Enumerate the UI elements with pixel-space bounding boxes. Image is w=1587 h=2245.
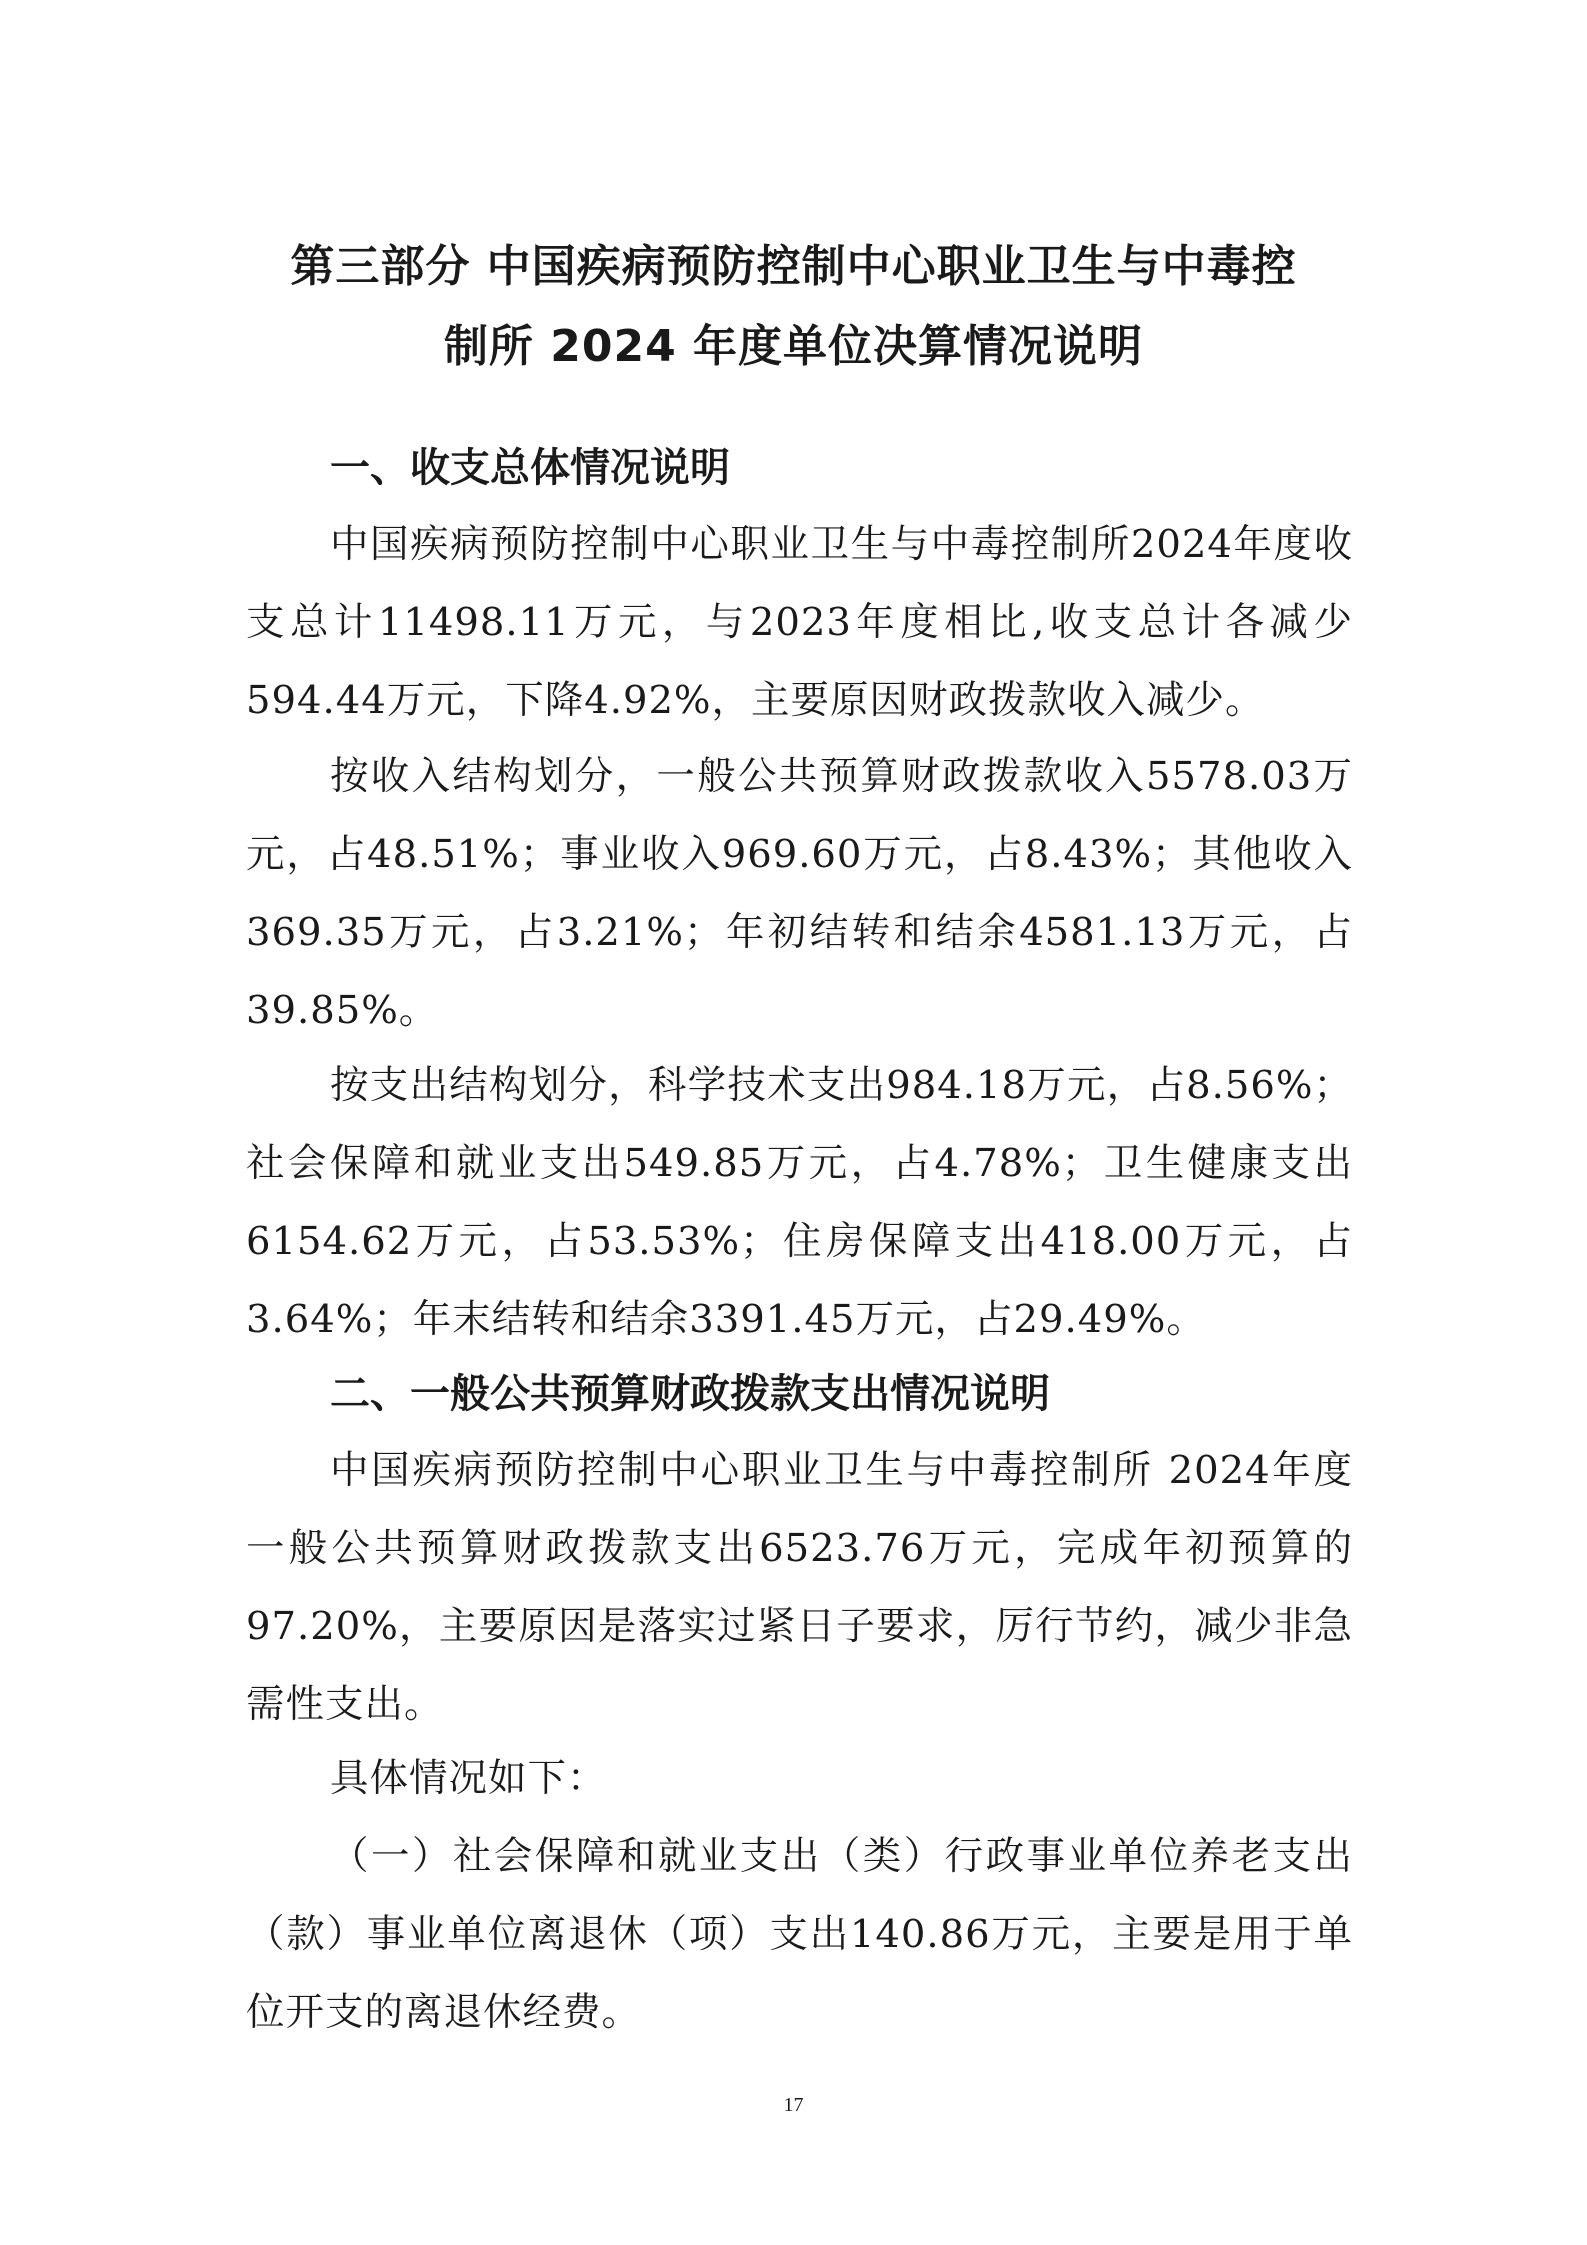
- document-title-line-2: 制所 2024 年度单位决算情况说明: [443, 321, 1144, 372]
- document-title-line-1: 第三部分 中国疾病预防控制中心职业卫生与中毒控: [290, 241, 1297, 292]
- section-1-paragraph-2: 按收入结构划分，一般公共预算财政拨款收入5578.03万元，占48.51%；事业收入969.60万元，占8.43%；其他收入369.35万元，占3.21%；年初结转和结余4581.13万元，占39.85%。: [246, 754, 1353, 1033]
- section-2-paragraph-3: （一）社会保障和就业支出（类）行政事业单位养老支出（款）事业单位离退休（项）支出140.86万元，主要是用于单位开支的离退休经费。: [246, 1834, 1353, 2035]
- section-2-paragraph-2: 具体情况如下：: [330, 1756, 607, 1801]
- section-1-paragraph-3: 按支出结构划分，科学技术支出984.18万元，占8.56%；社会保障和就业支出549.85万元，占4.78%；卫生健康支出6154.62万元，占53.53%；住房保障支出418.00万元，占3.64%；年末结转和结余3391.45万元，占29.49%。: [246, 1063, 1353, 1342]
- section-1-paragraph-1: 中国疾病预防控制中心职业卫生与中毒控制所2024年度收支总计11498.11万元，与2023年度相比,收支总计各减少594.44万元，下降4.92%，主要原因财政拨款收入减少。: [246, 522, 1353, 723]
- section-2-heading: 二、一般公共预算财政拨款支出情况说明: [330, 1371, 1050, 1417]
- section-2-paragraph-1: 中国疾病预防控制中心职业卫生与中毒控制所 2024年度一般公共预算财政拨款支出6523.76万元，完成年初预算的97.20%，主要原因是落实过紧日子要求，厉行节约，减少非急需性支出。: [246, 1448, 1353, 1727]
- section-1-heading: 一、收支总体情况说明: [330, 445, 730, 491]
- page-number: 17: [783, 2094, 804, 2116]
